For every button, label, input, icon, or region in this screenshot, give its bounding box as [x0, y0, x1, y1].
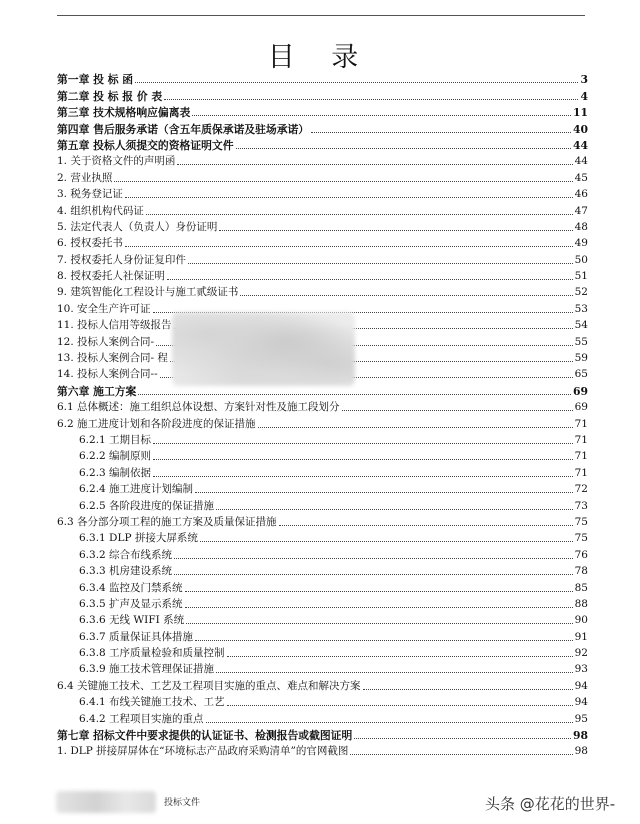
toc-entry-page: 47 [574, 204, 588, 217]
toc-entry-label: 5. 法定代表人（负责人）身份证明 [57, 220, 218, 233]
dot-leader [279, 525, 573, 526]
toc-entry-label: 6.4.2 工程项目实施的重点 [79, 712, 204, 725]
toc-entry-page: 44 [572, 138, 588, 152]
dot-leader [188, 263, 573, 264]
toc-entry-page: 75 [574, 532, 588, 545]
toc-entry-page: 65 [574, 368, 588, 381]
toc-chapter-entry[interactable] [57, 119, 588, 135]
dot-leader [206, 722, 573, 723]
toc-entry[interactable] [57, 201, 588, 217]
dot-leader [195, 492, 573, 493]
toc-entry[interactable] [57, 562, 588, 578]
toc-entry[interactable] [57, 545, 588, 561]
toc-entry-label: 6.3.4 监控及门禁系统 [79, 581, 183, 594]
dot-leader [114, 181, 572, 182]
toc-entry[interactable] [57, 152, 588, 168]
toc-entry-page: 76 [574, 548, 588, 561]
dot-leader [186, 623, 573, 624]
toc-entry-label: 6.2 施工进度计划和各阶段进度的保证措施 [57, 417, 256, 430]
toc-entry[interactable] [57, 463, 588, 479]
footer-redaction-blur [56, 791, 156, 813]
dot-leader [363, 689, 573, 690]
toc-entry-label: 6.3.8 工序质量检验和质量控制 [79, 647, 225, 660]
dot-leader [153, 459, 573, 460]
toc-entry-page: 93 [574, 663, 588, 676]
page-title: 目 录 [267, 42, 373, 73]
toc-entry-page: 49 [574, 237, 588, 250]
dot-leader [216, 509, 573, 510]
toc-entry-page: 46 [574, 188, 588, 201]
dot-leader [258, 427, 573, 428]
toc-entry-page: 88 [574, 597, 588, 610]
toc-entry-label: 6. 授权委托书 [57, 237, 123, 250]
toc-entry-label: 6.3.9 施工技术管理保证措施 [79, 663, 215, 676]
toc-entry[interactable] [57, 447, 588, 463]
toc-entry-label: 6.1 总体概述：施工组织总体设想、方案针对性及施工段划分 [57, 401, 340, 414]
toc-entry-page: 69 [572, 384, 588, 398]
toc-entry-page: 95 [574, 712, 588, 725]
toc-entry-page: 45 [574, 171, 588, 184]
dot-leader [227, 656, 573, 657]
toc-entry-label: 6.3.6 无线 WIFI 系统 [79, 614, 185, 627]
dot-leader [138, 394, 571, 395]
toc-entry-label: 9. 建筑智能化工程设计与施工贰级证书 [57, 286, 239, 299]
toc-entry[interactable] [57, 676, 588, 692]
toc-entry-label: 6.3.5 扩声及显示系统 [79, 597, 183, 610]
toc-entry-label: 6.3 各分部分项工程的施工方案及质量保证措施 [57, 515, 277, 528]
footer-doc-label: 投标文件 [164, 798, 201, 808]
dot-leader [342, 410, 573, 411]
toc-entry-label: 6.3.7 质量保证具体措施 [79, 630, 194, 643]
toc-entry-page: 71 [574, 466, 588, 479]
toc-entry-label: 6.4 关键施工技术、工艺及工程项目实施的重点、难点和解决方案 [57, 679, 361, 692]
toc-entry-label: 8. 授权委托人社保证明 [57, 270, 165, 283]
toc-entry-label: 第四章 售后服务承诺（含五年质保承诺及驻场承诺） [57, 122, 310, 136]
toc-entry[interactable] [57, 431, 588, 447]
toc-entry[interactable] [57, 496, 588, 512]
toc-entry[interactable] [57, 168, 588, 184]
toc-chapter-entry[interactable] [57, 70, 588, 86]
toc-entry-label: 第五章 投标人须提交的资格证明文件 [57, 138, 234, 152]
toc-entry-label: 6.2.1 工期目标 [79, 433, 152, 446]
toc-entry-label: 12. 投标人案例合同- [57, 335, 155, 348]
toc-entry[interactable] [57, 398, 588, 414]
toc-chapter-entry[interactable] [57, 86, 588, 102]
toc-entry-label: 2. 营业执照 [57, 171, 113, 184]
dot-leader [177, 164, 572, 165]
toc-entry-page: 44 [574, 155, 588, 168]
toc-entry-page: 72 [574, 483, 588, 496]
toc-chapter-entry[interactable] [57, 726, 588, 742]
toc-entry-label: 6.3.3 机房建设系统 [79, 565, 173, 578]
dot-leader [240, 295, 572, 296]
dot-leader [354, 738, 571, 739]
toc-entry-page: 50 [574, 253, 588, 266]
toc-entry-page: 40 [572, 122, 588, 136]
toc-entry-label: 13. 投标人案例合同- 程 [57, 352, 168, 365]
table-of-contents [57, 70, 588, 758]
toc-entry-page: 94 [574, 679, 588, 692]
toc-entry[interactable] [57, 627, 588, 643]
toc-entry-page: 55 [574, 335, 588, 348]
toc-entry[interactable] [57, 529, 588, 545]
toc-entry[interactable] [57, 709, 588, 725]
toc-entry[interactable] [57, 234, 588, 250]
toc-entry-label: 1. DLP 拼接屏屏体在“环境标志产品政府采购清单”的官网截图 [57, 745, 349, 758]
dot-leader [219, 230, 572, 231]
toc-entry[interactable] [57, 693, 588, 709]
dot-leader [153, 476, 573, 477]
dot-leader [164, 99, 578, 100]
toc-entry[interactable] [57, 660, 588, 676]
toc-entry-page: 92 [574, 647, 588, 660]
toc-entry-page: 71 [574, 450, 588, 463]
toc-entry-label: 6.2.5 各阶段进度的保证措施 [79, 499, 215, 512]
toc-entry[interactable] [57, 283, 588, 299]
toc-entry[interactable] [57, 218, 588, 234]
toc-entry-label: 6.2.2 编制原则 [79, 450, 152, 463]
toc-entry[interactable] [57, 480, 588, 496]
toc-entry-label: 10. 安全生产许可证 [57, 302, 151, 315]
toc-entry-page: 59 [574, 352, 588, 365]
toc-entry-page: 69 [574, 401, 588, 414]
dot-leader [192, 115, 571, 116]
toc-entry[interactable] [57, 185, 588, 201]
toc-entry-label: 11. 投标人信用等级报告 [57, 319, 172, 332]
toc-entry-label: 第二章 投 标 报 价 表 [57, 89, 163, 103]
dot-leader [200, 541, 573, 542]
toc-entry-page: 98 [572, 729, 588, 743]
watermark: 头条 @花花的世界- [485, 795, 616, 813]
toc-entry-page: 51 [574, 270, 588, 283]
toc-entry[interactable] [57, 414, 588, 430]
toc-chapter-entry[interactable] [57, 136, 588, 152]
dot-leader [216, 672, 573, 673]
redaction-blur [172, 312, 355, 386]
toc-entry-page: 78 [574, 565, 588, 578]
toc-entry[interactable] [57, 595, 588, 611]
toc-entry-page: 52 [574, 286, 588, 299]
toc-entry[interactable] [57, 250, 588, 266]
top-rule [57, 15, 585, 16]
dot-leader [167, 279, 573, 280]
toc-entry-label: 6.2.3 编制依据 [79, 466, 152, 479]
toc-entry-page: 53 [574, 302, 588, 315]
toc-entry-page: 90 [574, 614, 588, 627]
toc-entry[interactable] [57, 513, 588, 529]
toc-entry-label: 4. 组织机构代码证 [57, 204, 144, 217]
toc-entry-label: 6.2.4 施工进度计划编制 [79, 483, 194, 496]
toc-entry-page: 71 [574, 433, 588, 446]
dot-leader [311, 132, 571, 133]
toc-entry-label: 第三章 技术规格响应偏离表 [57, 106, 191, 120]
toc-entry-label: 3. 税务登记证 [57, 188, 123, 201]
dot-leader [174, 558, 573, 559]
toc-entry[interactable] [57, 644, 588, 660]
toc-entry-page: 11 [572, 106, 588, 120]
dot-leader [153, 443, 573, 444]
toc-entry[interactable] [57, 611, 588, 627]
toc-entry-page: 91 [574, 630, 588, 643]
toc-entry-label: 6.4.1 布线关键施工技术、工艺 [79, 696, 225, 709]
toc-entry-page: 75 [574, 515, 588, 528]
toc-entry-page: 4 [580, 89, 588, 103]
toc-entry-page: 98 [574, 745, 588, 758]
dot-leader [135, 82, 578, 83]
toc-entry-label: 14. 投标人案例合同-- [57, 368, 158, 381]
toc-entry[interactable] [57, 578, 588, 594]
dot-leader [125, 246, 573, 247]
toc-entry[interactable] [57, 742, 588, 758]
toc-entry-label: 第七章 招标文件中要求提供的认证证书、检测报告或截图证明 [57, 729, 353, 743]
dot-leader [350, 754, 572, 755]
toc-entry-page: 54 [574, 319, 588, 332]
toc-entry-page: 85 [574, 581, 588, 594]
dot-leader [185, 607, 573, 608]
toc-entry-label: 7. 授权委托人身份证复印件 [57, 253, 186, 266]
dot-leader [125, 197, 573, 198]
dot-leader [146, 214, 573, 215]
toc-entry-page: 3 [580, 73, 588, 87]
toc-entry-page: 73 [574, 499, 588, 512]
dot-leader [185, 591, 573, 592]
toc-entry[interactable] [57, 267, 588, 283]
toc-entry-label: 第一章 投 标 函 [57, 73, 134, 87]
dot-leader [174, 574, 573, 575]
toc-entry-page: 71 [574, 417, 588, 430]
dot-leader [227, 705, 573, 706]
toc-chapter-entry[interactable] [57, 103, 588, 119]
toc-entry-label: 6.3.1 DLP 拼接大屏系统 [79, 532, 198, 545]
toc-entry-label: 第六章 施工方案 [57, 384, 137, 398]
toc-entry-label: 6.3.2 综合布线系统 [79, 548, 173, 561]
dot-leader [195, 640, 573, 641]
toc-entry-page: 94 [574, 696, 588, 709]
dot-leader [236, 148, 571, 149]
toc-entry-page: 48 [574, 220, 588, 233]
toc-entry-label: 1. 关于资格文件的声明函 [57, 155, 176, 168]
